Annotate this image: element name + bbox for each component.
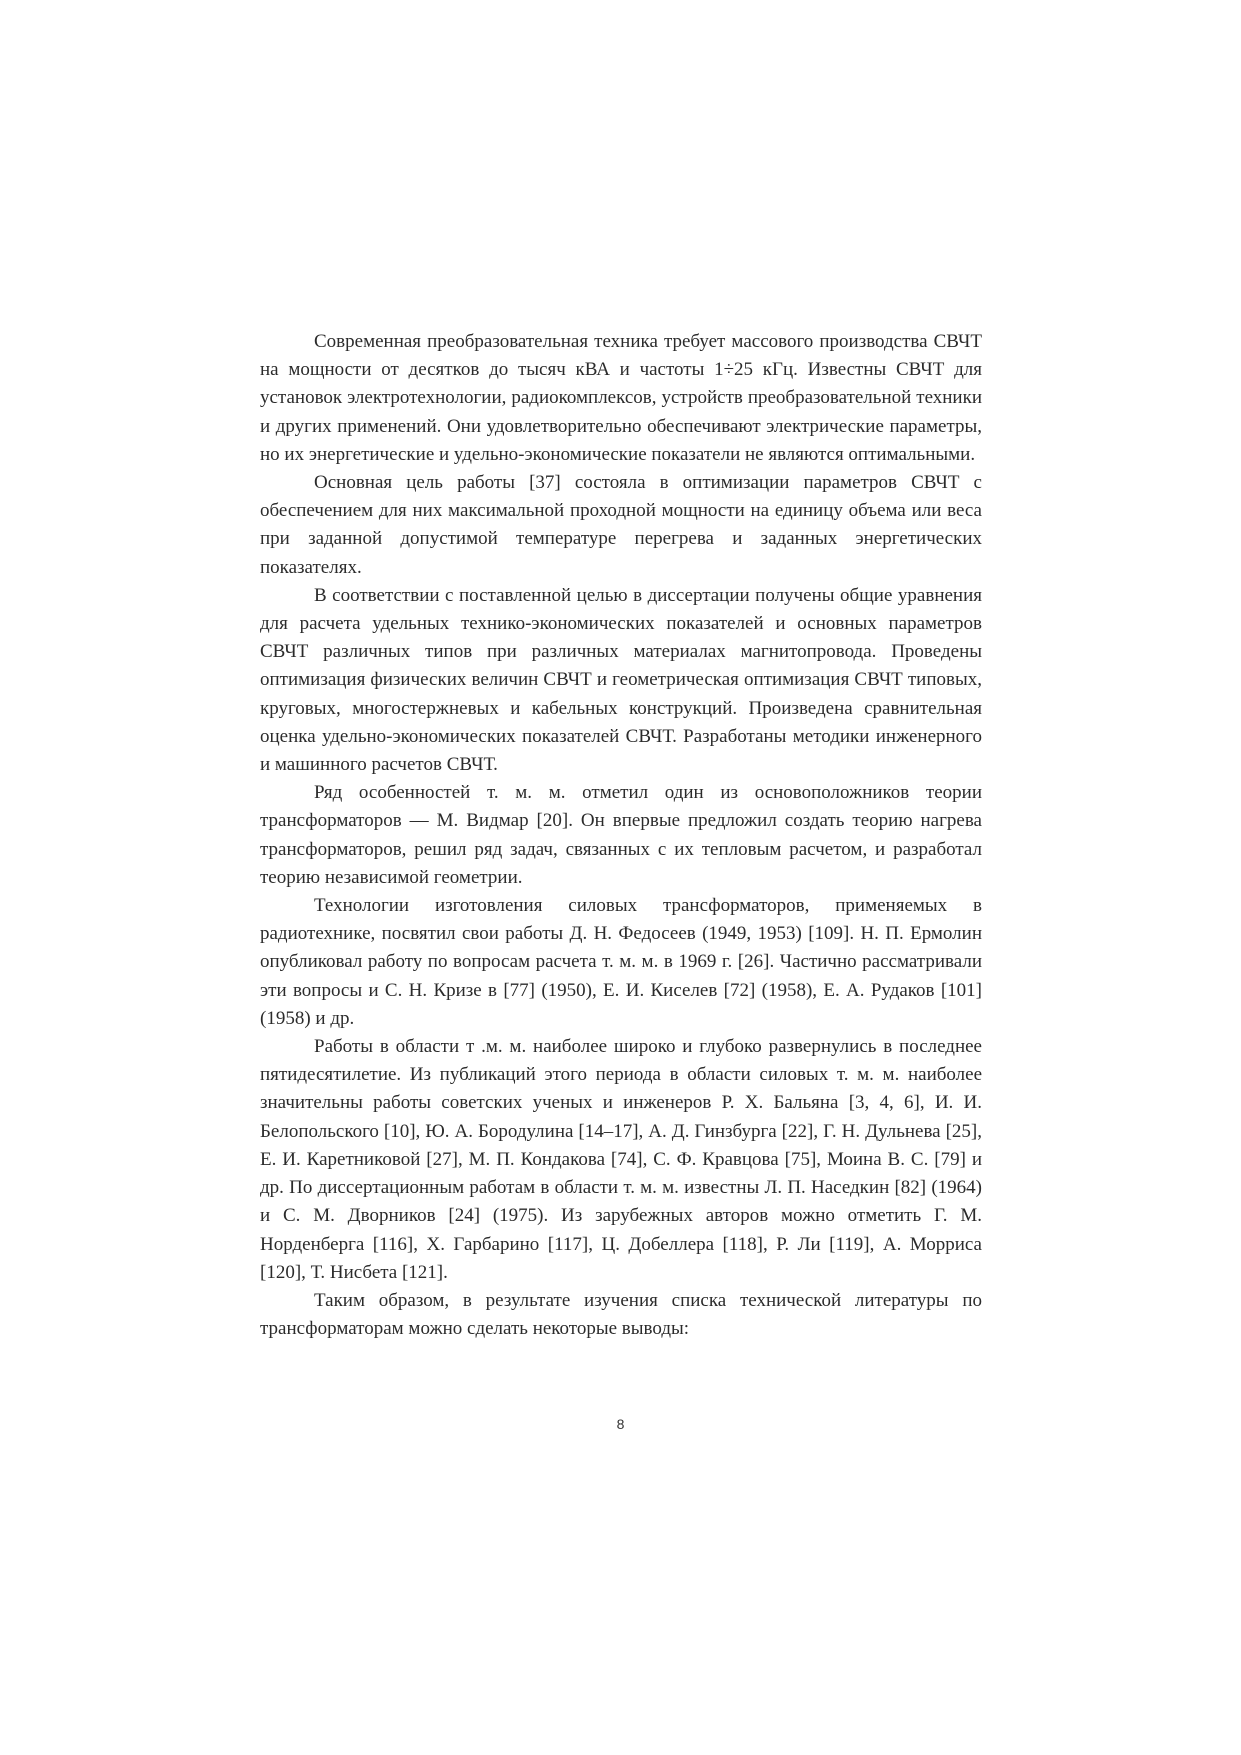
paragraph: Современная преобразовательная техника требует массового производства СВЧТ на мощности от десятков до тысяч кВА и частоты 1÷25 кГц. Известны СВЧТ для установок электротехнологии, радиокомплексов, устройств преобразовательной техники и других применений. Они удовлетворительно обеспечивают электрические параметры, но их энергетические и удельно-экономические показатели не являются оптимальными. [260, 331, 982, 465]
page-number: 8 [616, 1416, 625, 1432]
body-text [260, 328, 982, 1343]
paragraph: Таким образом, в результате изучения списка технической литературы по трансформаторам можно сделать некоторые выводы: [260, 1289, 982, 1340]
paragraph: Технологии изготовления силовых трансформаторов, применяемых в радиотехнике, посвятил свои работы Д. Н. Федосеев (1949, 1953) [109]. Н. П. Ермолин опубликовал работу по вопросам расчета т. м. м. в 1969 г. [26]. Частично рассматривали эти вопросы и С. Н. Кризе в [77] (1950), Е. И. Киселев [72] (1958), Е. А. Рудаков [101] (1958) и др. [260, 895, 982, 1029]
paragraph: Работы в области т .м. м. наиболее широко и глубоко развернулись в последнее пятидесятилетие. Из публикаций этого периода в области силовых т. м. м. наиболее значительны работы советских ученых и инженеров Р. Х. Бальяна [3, 4, 6], И. И. Белопольского [10], Ю. А. Бородулина [14–17], А. Д. Гинзбурга [22], Г. Н. Дульнева [25], Е. И. Каретниковой [27], М. П. Кондакова [74], С. Ф. Кравцова [75], Моина В. С. [79] и др. По диссертационным работам в области т. м. м. известны Л. П. Наседкин [82] (1964) и С. М. Дворников [24] (1975). Из зарубежных авторов можно отметить Г. М. Норденберга [116], Х. Гарбарино [117], Ц. Добеллера [118], Р. Ли [119], А. Морриса [120], Т. Нисбета [121]. [260, 1036, 982, 1283]
paragraph: Ряд особенностей т. м. м. отметил один из основоположников теории трансформаторов — М. Видмар [20]. Он впервые предложил создать теорию нагрева трансформаторов, решил ряд задач, связанных с их тепловым расчетом, и разработал теорию независимой геометрии. [260, 782, 982, 888]
paragraph: Основная цель работы [37] состояла в оптимизации параметров СВЧТ с обеспечением для них максимальной проходной мощности на единицу объема или веса при заданной допустимой температуре перегрева и заданных энергетических показателях. [260, 472, 982, 578]
paragraph: В соответствии с поставленной целью в диссертации получены общие уравнения для расчета удельных технико-экономических показателей и основных параметров СВЧТ различных типов при различных материалах магнитопровода. Проведены оптимизация физических величин СВЧТ и геометрическая оптимизация СВЧТ типовых, круговых, многостержневых и кабельных конструкций. Произведена сравнительная оценка удельно-экономических показателей СВЧТ. Разработаны методики инженерного и машинного расчетов СВЧТ. [260, 584, 982, 776]
